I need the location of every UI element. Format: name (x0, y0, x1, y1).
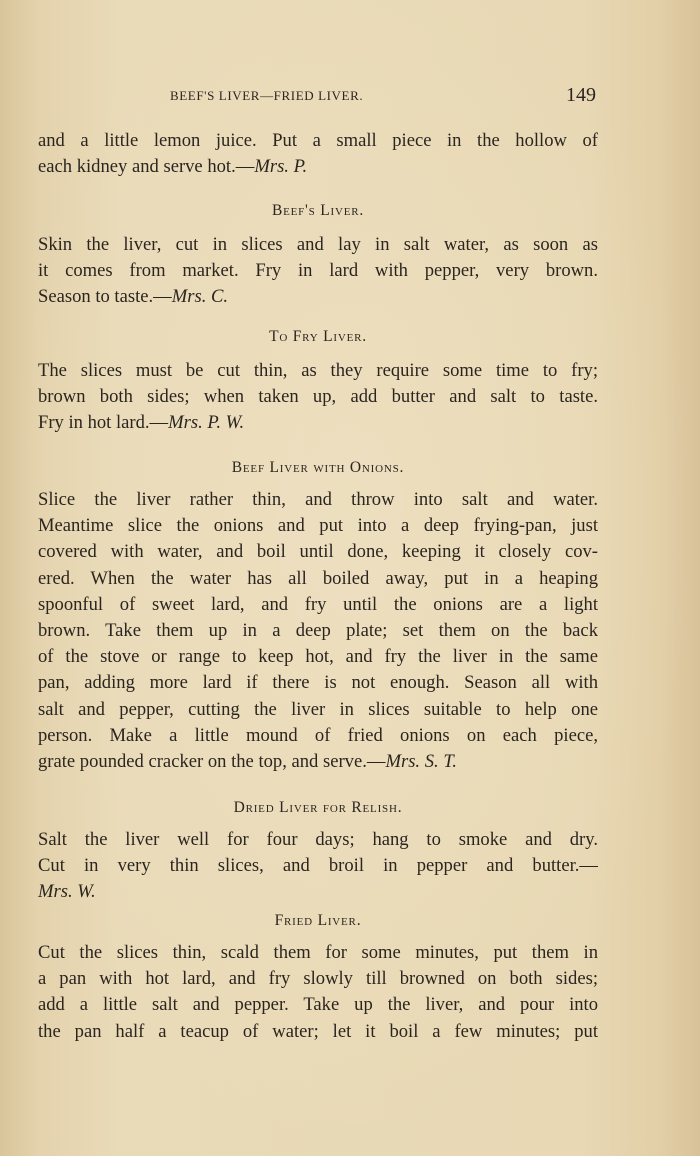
recipe-title: Beef Liver with Onions. (231, 459, 405, 476)
recipe-dried-liver-for-relish (38, 795, 598, 906)
text-line: salt and pepper, cutting the liver in slices suitable to help one (38, 698, 598, 720)
text-line: brown both sides; when taken up, add butter and salt to taste. (38, 386, 598, 408)
recipe-title: To Fry Liver. (269, 328, 367, 345)
text-line (38, 879, 598, 905)
text-line: the pan half a teacup of water; let it boil a few minutes; put (38, 1020, 598, 1042)
text-line: Meantime slice the onions and put into a deep frying-pan, just (38, 515, 598, 537)
text-line: spoonful of sweet lard, and fry until the onions are a light (38, 593, 598, 615)
text-line: pan, adding more lard if there is not enough. Season all with (38, 672, 598, 694)
text-line: Slice the liver rather thin, and throw into salt and water. (38, 489, 598, 510)
text-line: add a little salt and pepper. Take up the liver, and pour into (38, 994, 598, 1016)
text-line: Cut the slices thin, scald them for some minutes, put them in (38, 942, 598, 963)
recipe-title: Dried Liver for Relish. (233, 799, 403, 816)
author-signature: Mrs. S. T. (385, 750, 457, 772)
running-title: BEEF'S LIVER—FRIED LIVER. (170, 88, 364, 103)
text-line: covered with water, and boil until done, keeping it closely cov- (38, 541, 598, 563)
text-line: grate pounded cracker on the top, and serve.—Mrs. S. T. (38, 750, 457, 772)
text-line: Cut in very thin slices, and broil in pepper and butter.— (38, 855, 598, 877)
recipe-to-fry-liver (38, 324, 598, 437)
text-line: Season to taste.—Mrs. C. (38, 286, 229, 308)
continuation-paragraph (38, 128, 598, 180)
page-number: 149 (566, 84, 596, 106)
text-line: Fry in hot lard.—Mrs. P. W. (38, 412, 245, 434)
recipe-title: Fried Liver. (274, 912, 362, 929)
text-line: of the stove or range to keep hot, and fry the liver in the same (38, 646, 598, 668)
author-signature: Mrs. P. (254, 156, 308, 178)
text-line: brown. Take them up in a deep plate; set them on the back (38, 619, 598, 641)
text-line: Salt the liver well for four days; hang to smoke and dry. (38, 829, 598, 850)
text-line: each kidney and serve hot.—Mrs. P. (38, 156, 308, 178)
text-line: and a little lemon juice. Put a small piece in the hollow of (38, 130, 598, 151)
text-line: ered. When the water has all boiled away, put in a heaping (38, 567, 598, 589)
text-line: a pan with hot lard, and fry slowly till browned on both sides; (38, 968, 598, 990)
author-signature: Mrs. P. W. (168, 412, 245, 434)
author-signature: Mrs. W. (38, 881, 96, 903)
recipe-beef-liver-with-onions (38, 455, 598, 775)
recipe-fried-liver (38, 908, 598, 1045)
text-line: The slices must be cut thin, as they require some time to fry; (38, 360, 598, 381)
text-line: Skin the liver, cut in slices and lay in salt water, as soon as (38, 234, 598, 255)
page-header (38, 84, 598, 110)
author-signature: Mrs. C. (171, 286, 229, 308)
text-line: person. Make a little mound of fried onions on each piece, (38, 724, 598, 746)
text-line: it comes from market. Fry in lard with pepper, very brown. (38, 260, 598, 282)
recipe-title: Beef's Liver. (271, 202, 365, 219)
recipe-beefs-liver (38, 198, 598, 311)
